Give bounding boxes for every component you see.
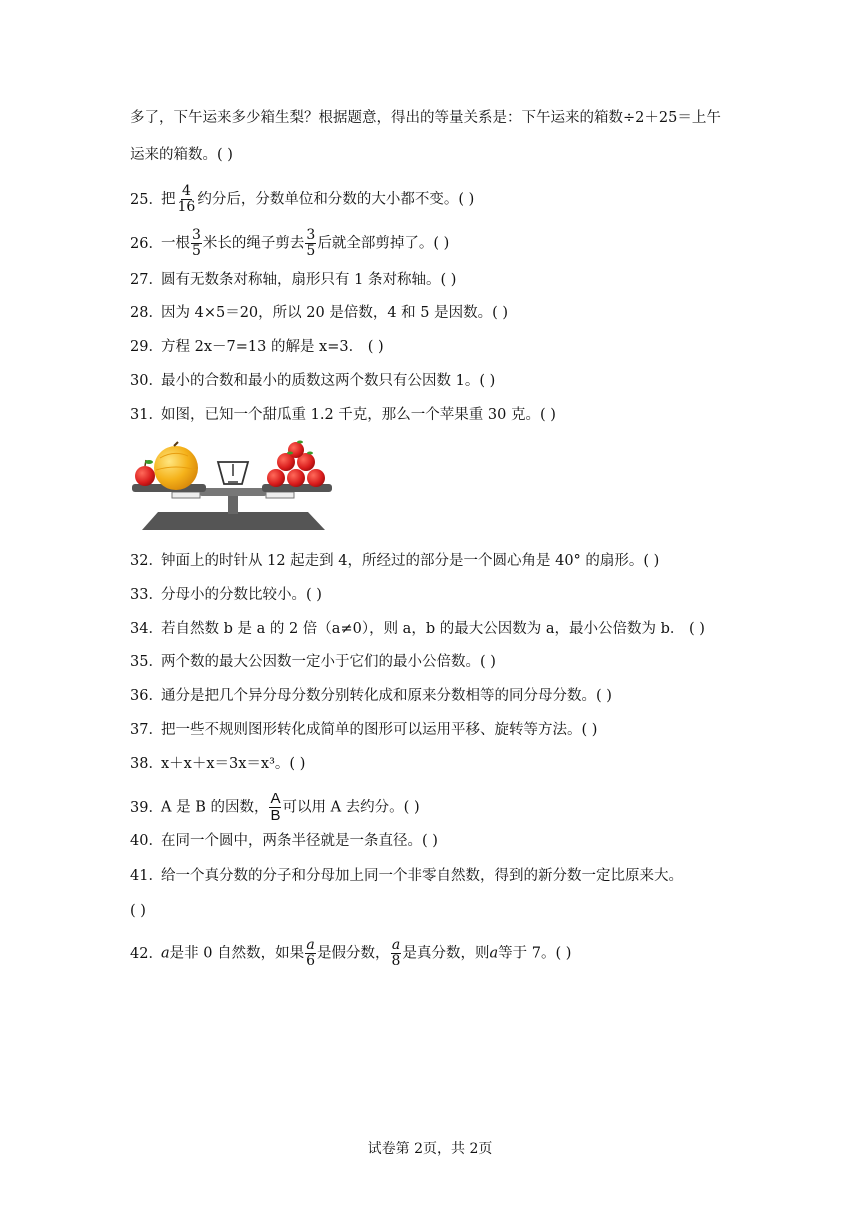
question-34: 34．若自然数 b 是 a 的 2 倍（a≠0），则 a，b 的最大公因数为 a，最小公倍数为 b． ( ) <box>130 621 705 637</box>
question-number: 42． <box>130 945 163 962</box>
question-number: 34． <box>130 621 163 637</box>
fraction: $\frac{A}{B}$ <box>270 790 281 824</box>
intro-line-2: 运来的箱数。( ) <box>130 147 233 163</box>
question-number: 27． <box>130 272 163 288</box>
question-number: 25． <box>130 191 163 208</box>
question-38: 38．x＋x＋x＝3x＝x³。( ) <box>130 756 306 772</box>
question-37: 37．把一些不规则图形转化成简单的图形可以运用平移、旋转等方法。( ) <box>130 722 598 738</box>
fraction: $\frac{3}{5}$ <box>192 227 201 259</box>
intro-line-1: 多了，下午运来多少箱生梨？根据题意，得出的等量关系是：下午运来的箱数÷2＋25＝上午 <box>130 110 721 126</box>
question-number: 28． <box>130 305 163 321</box>
page-footer: 试卷第 2页，共 2页 <box>367 1141 493 1157</box>
question-42: 42．a是非 0 自然数，如果 $\frac{a}{6}$ 是假分数， $\frac{a}{8}$ 是真分数，则a等于 7。( ) <box>130 937 572 969</box>
question-27: 27．圆有无数条对称轴，扇形只有 1 条对称轴。( ) <box>130 272 457 288</box>
fraction: $\frac{a}{8}$ <box>391 937 401 969</box>
question-number: 26． <box>130 235 163 252</box>
question-number: 37． <box>130 722 163 738</box>
question-number: 36． <box>130 688 163 704</box>
question-39: 39．A 是 B 的因数， $\frac{A}{B}$ 可以用 A 去约分。( ) <box>130 790 420 824</box>
scale-base <box>142 488 325 530</box>
scale-indicator <box>218 462 248 484</box>
question-41-answer: ( ) <box>130 903 146 919</box>
question-41: 41．给一个真分数的分子和分母加上同一个非零自然数，得到的新分数一定比原来大。 <box>130 868 683 884</box>
balance-scale-illustration <box>130 440 335 532</box>
question-35: 35．两个数的最大公因数一定小于它们的最小公倍数。( ) <box>130 654 496 670</box>
question-30: 30．最小的合数和最小的质数这两个数只有公因数 1。( ) <box>130 373 496 389</box>
fraction: $\frac{3}{5}$ <box>306 227 316 259</box>
question-number: 30． <box>130 373 163 389</box>
fraction: $\frac{4}{16}$ <box>177 183 196 215</box>
question-number: 33． <box>130 587 163 603</box>
question-number: 31． <box>130 407 163 423</box>
question-32: 32．钟面上的时针从 12 起走到 4，所经过的部分是一个圆心角是 40° 的扇形。( ) <box>130 553 660 569</box>
question-number: 40． <box>130 833 163 849</box>
question-40: 40．在同一个圆中，两条半径就是一条直径。( ) <box>130 833 438 849</box>
question-31: 31．如图，已知一个甜瓜重 1.2 千克，那么一个苹果重 30 克。( ) <box>130 407 556 423</box>
question-29: 29．方程 2x－7=13 的解是 x=3． ( ) <box>130 339 384 355</box>
question-number: 38． <box>130 756 163 772</box>
question-number: 41． <box>130 868 163 884</box>
question-36: 36．通分是把几个异分母分数分别转化成和原来分数相等的同分母分数。( ) <box>130 688 612 704</box>
question-number: 35． <box>130 654 163 670</box>
question-number: 32． <box>130 553 163 569</box>
question-number: 39． <box>130 799 163 816</box>
apples-group-image <box>267 441 325 488</box>
melon-image <box>154 442 198 490</box>
question-33: 33．分母小的分数比较小。( ) <box>130 587 322 603</box>
question-26: 26．一根 $\frac{3}{5}$ 米长的绳子剪去 $\frac{3}{5}$ 后就全部剪掉了。( ) <box>130 227 450 259</box>
question-number: 29． <box>130 339 163 355</box>
question-25: 25．把 $\frac{4}{16}$ 约分后，分数单位和分数的大小都不变。( ) <box>130 183 475 215</box>
fraction: $\frac{a}{6}$ <box>306 937 316 969</box>
question-28: 28．因为 4×5＝20，所以 20 是倍数，4 和 5 是因数。( ) <box>130 305 509 321</box>
apple-image <box>135 460 155 486</box>
